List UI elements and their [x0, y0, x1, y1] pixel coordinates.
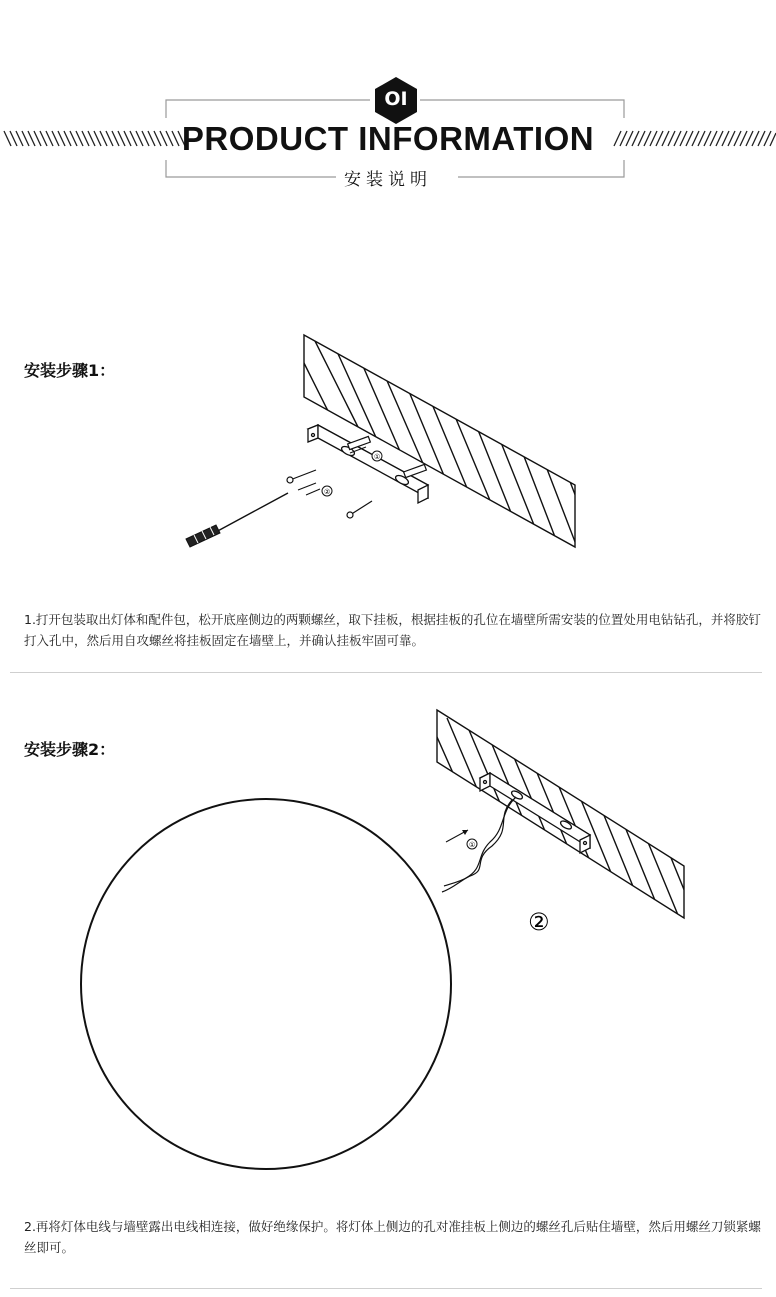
step-1-mark-1: ① [374, 453, 381, 461]
badge-number: OI [384, 88, 408, 110]
step-2-title: 安装步骤2： [24, 740, 116, 759]
page-title: PRODUCT INFORMATION [181, 120, 595, 157]
lamp-round-outline [80, 798, 454, 1172]
arrow-2 [298, 483, 320, 495]
step-2-mark-2: ② [528, 908, 550, 936]
step-1-mark-2: ② [324, 488, 331, 496]
step-1-description: 1.打开包装取出灯体和配件包，松开底座侧边的两颗螺丝，取下挂板，根据挂板的孔位在墙壁所需安装的位置处用电钻钻孔，并将胶钉打入孔中，然后用自攻螺丝将挂板固定在墙壁上，并确认挂板牢固可靠。 [24, 612, 761, 648]
section-divider-bottom [10, 1288, 762, 1289]
step-1-illustration [170, 325, 590, 565]
screwdriver-icon [186, 493, 288, 547]
page-subtitle: 安装说明 [344, 170, 432, 190]
step-1-title: 安装步骤1： [24, 361, 116, 380]
step-2-illustration [430, 700, 700, 950]
section-number-badge [372, 76, 420, 124]
step-2-mark-1: ① [469, 841, 476, 849]
section-divider [10, 672, 762, 673]
step-2-description: 2.再将灯体电线与墙壁露出电线相连接，做好绝缘保护。将灯体上侧边的孔对准挂板上侧边的螺丝孔后贴住墙壁，然后用螺丝刀锁紧螺丝即可。 [24, 1219, 761, 1255]
